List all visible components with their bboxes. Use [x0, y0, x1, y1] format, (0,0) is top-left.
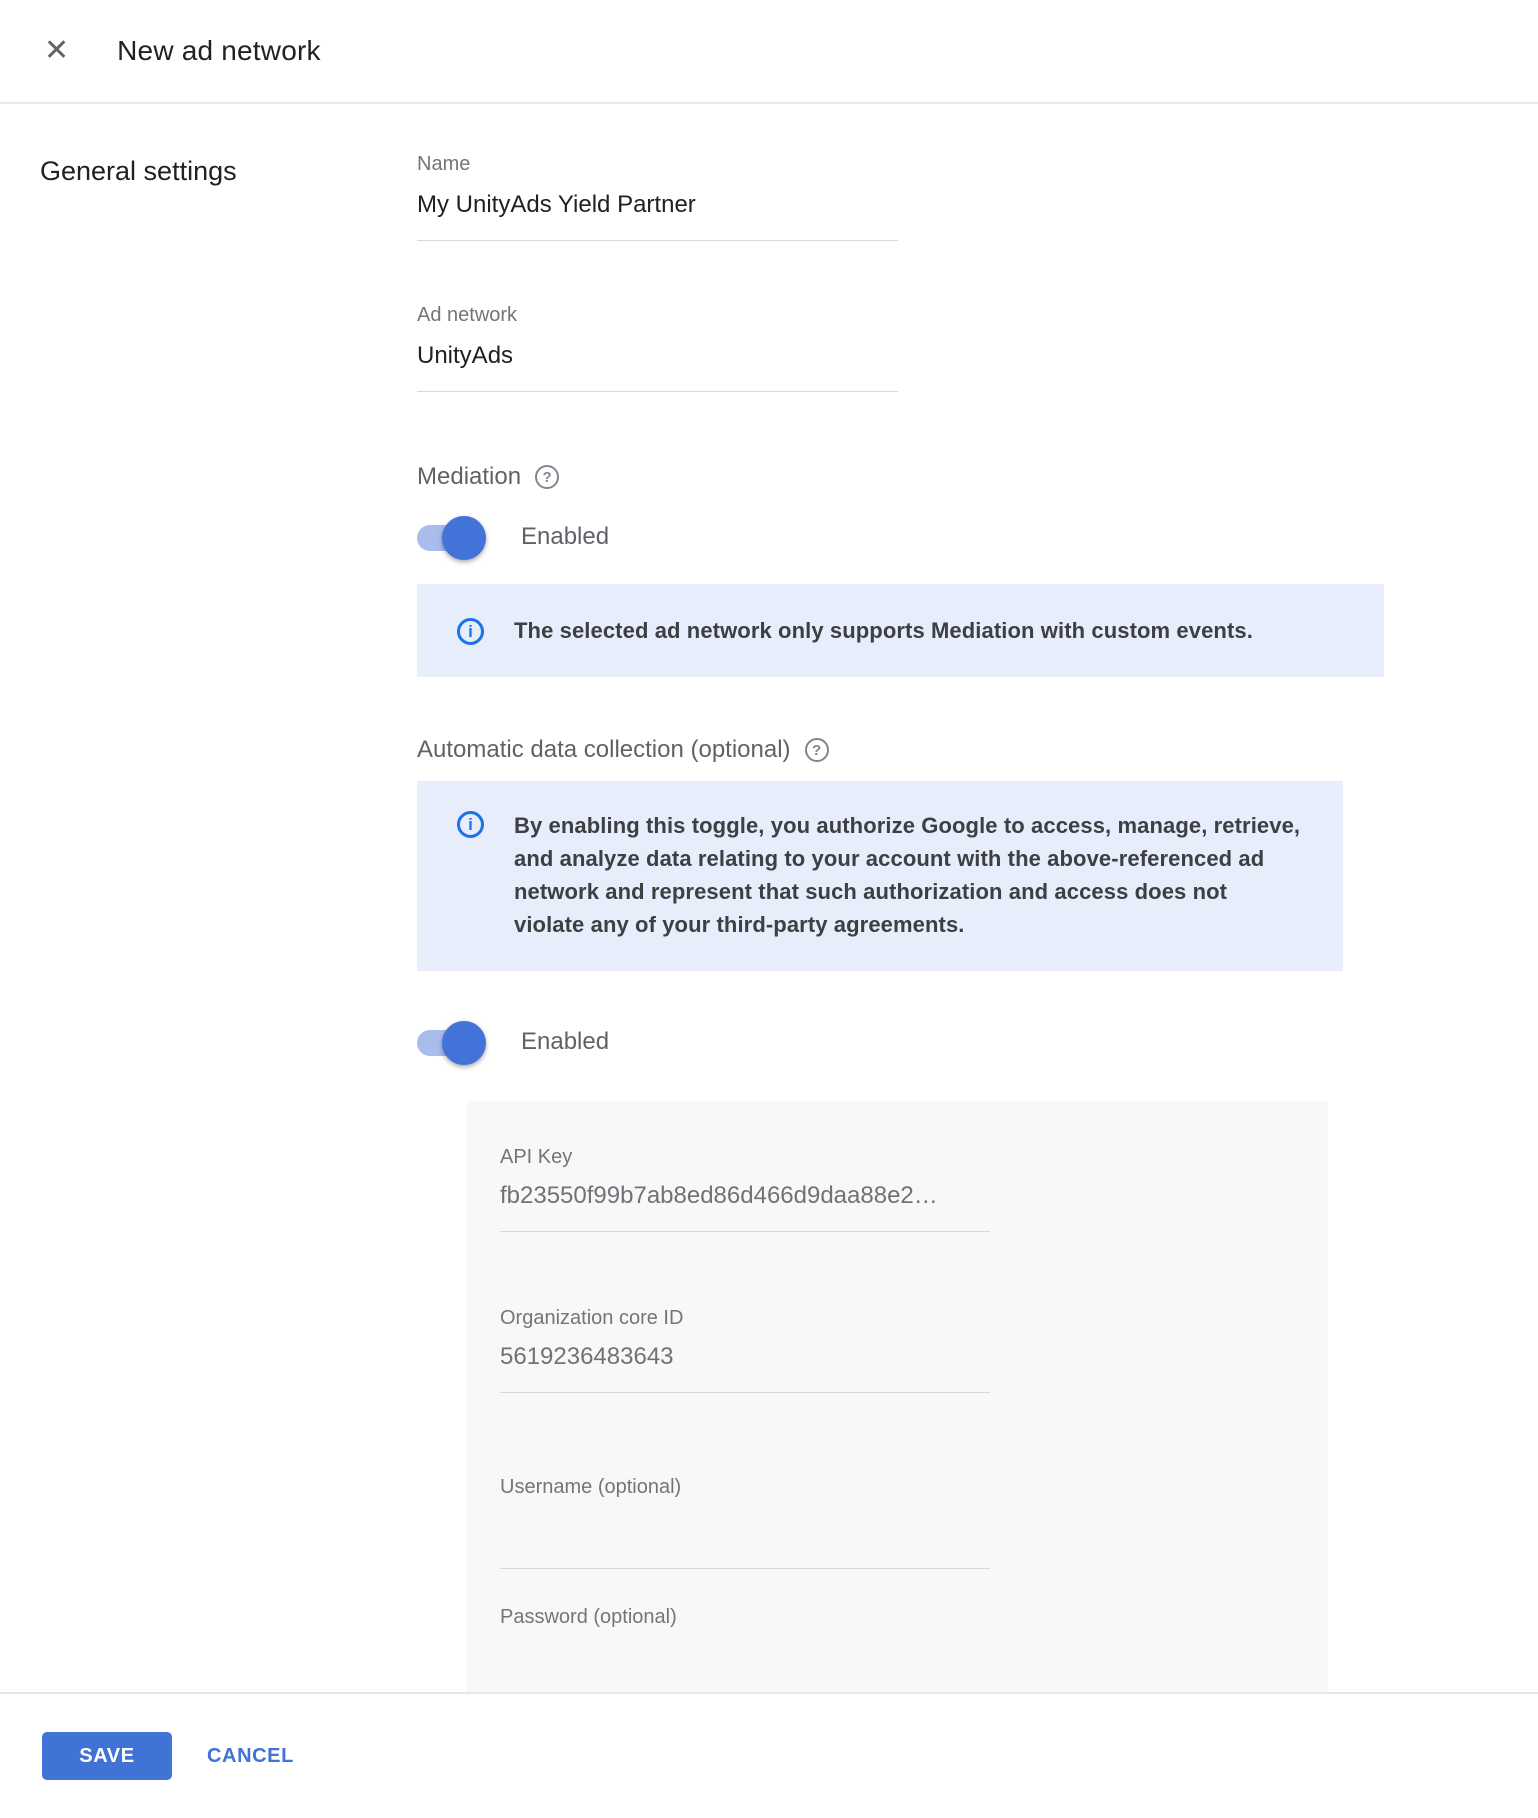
api-key-label: API Key: [500, 1146, 573, 1168]
mediation-help-icon[interactable]: ?: [535, 465, 559, 489]
mediation-toggle[interactable]: [417, 525, 483, 551]
section-title: General settings: [40, 156, 237, 186]
auto-data-collection-info-box: [417, 781, 1343, 971]
credentials-panel: [466, 1101, 1328, 1703]
auto-data-collection-info-text: By enabling this toggle, you authorize Google to access, manage, retrieve, and analyze data relating to your account with the above-referenced ad network and represent that such authorization and access does not violate any of your third-party agreements.: [514, 813, 1301, 937]
org-core-id-field-group: [500, 1306, 990, 1393]
ad-network-input[interactable]: UnityAds: [417, 341, 898, 392]
dialog-header: [0, 0, 1538, 104]
auto-data-collection-help-icon[interactable]: ?: [805, 738, 829, 762]
org-core-id-input[interactable]: 5619236483643: [500, 1342, 990, 1393]
mediation-label-row: [417, 462, 1384, 492]
page-title: New ad network: [117, 35, 321, 66]
auto-data-collection-toggle-label: Enabled: [521, 1028, 610, 1055]
password-field-group: [500, 1605, 990, 1699]
auto-data-collection-label: Automatic data collection (optional): [417, 736, 791, 763]
password-input[interactable]: [500, 1641, 990, 1699]
name-input[interactable]: My UnityAds Yield Partner: [417, 190, 898, 241]
api-key-input[interactable]: fb23550f99b7ab8ed86d466d9daa88e2…: [500, 1181, 990, 1232]
mediation-label: Mediation: [417, 463, 522, 490]
close-icon[interactable]: ✕: [44, 34, 70, 67]
auto-data-collection-label-row: [417, 735, 1384, 765]
mediation-info-box: [417, 584, 1384, 677]
save-button[interactable]: SAVE: [42, 1732, 172, 1780]
auto-data-collection-toggle-row: [417, 1019, 1384, 1065]
mediation-info-text: The selected ad network only supports Mediation with custom events.: [514, 618, 1253, 643]
auto-data-collection-toggle[interactable]: [417, 1030, 483, 1056]
username-label: Username (optional): [500, 1476, 682, 1498]
toggle-thumb: [442, 516, 486, 560]
general-settings-form: [417, 152, 1384, 1703]
mediation-toggle-row: [417, 514, 1384, 560]
api-key-field-group: [500, 1145, 990, 1232]
ad-network-label: Ad network: [417, 304, 518, 326]
info-icon: i: [457, 811, 484, 838]
dialog-body: [0, 104, 1538, 1692]
password-label: Password (optional): [500, 1606, 677, 1628]
name-label: Name: [417, 153, 471, 175]
info-icon: i: [457, 618, 484, 645]
mediation-toggle-label: Enabled: [521, 523, 610, 550]
org-core-id-label: Organization core ID: [500, 1307, 684, 1329]
ad-network-field-group: [417, 303, 898, 392]
name-field-group: [417, 152, 898, 241]
username-field-group: [500, 1475, 990, 1569]
dialog-footer: [0, 1692, 1538, 1818]
cancel-button[interactable]: CANCEL: [207, 1744, 294, 1767]
username-input[interactable]: [500, 1511, 990, 1569]
toggle-thumb: [442, 1021, 486, 1065]
